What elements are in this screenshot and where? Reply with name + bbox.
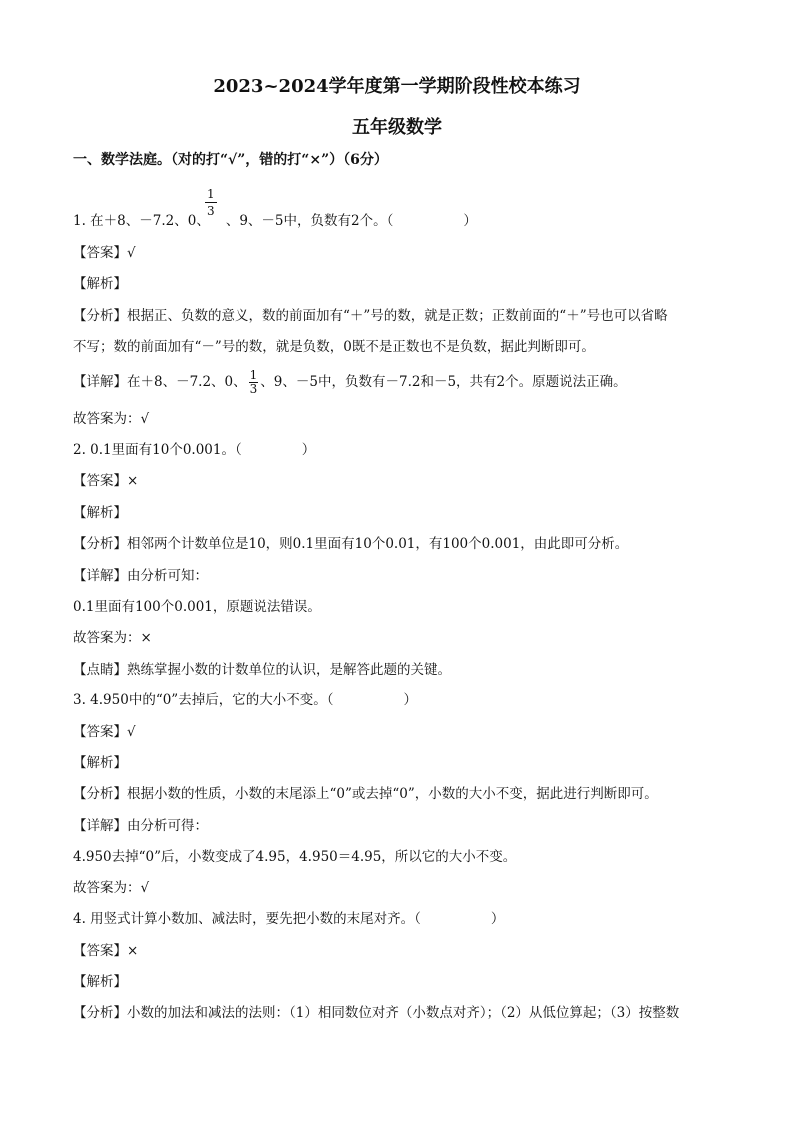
section-heading: 一、数学法庭。（对的打“√”，错的打“×”）（6分） [73, 152, 388, 168]
q1-stem-fraction: $\frac{1}{3}$ [207, 187, 215, 218]
q2-answer: 【答案】× [73, 473, 139, 489]
q3-detail-text: 4.950去掉“0”后，小数变成了4.95，4.950＝4.95，所以它的大小不变。 [73, 849, 517, 865]
q2-analysis: 【分析】相邻两个计数单位是10，则0.1里面有10个0.01，有100个0.001，由此即可分析。 [73, 536, 629, 552]
q1-answer: 【答案】√ [73, 245, 136, 261]
document-subtitle: 五年级数学 [352, 117, 442, 138]
q3-final: 故答案为：√ [73, 880, 150, 896]
q4-answer: 【答案】× [73, 943, 139, 959]
q2-detail-text: 0.1里面有100个0.001，原题说法错误。 [73, 599, 321, 615]
q3-detail: 【详解】由分析可得： [73, 818, 208, 834]
q1-jiexi-label: 【解析】 [73, 276, 127, 292]
q1-detail-fraction: $\frac{1}{3}$ [249, 368, 258, 396]
q1-analysis-cont: 不写；数的前面加有“－”号的数，就是负数，0既不是正数也不是负数，据此判断即可。 [73, 339, 595, 355]
q2-stem: 2. 0.1里面有10个0.001。（ ） [73, 442, 316, 458]
q2-remark: 【点睛】熟练掌握小数的计数单位的认识，是解答此题的关键。 [73, 662, 451, 678]
q1-analysis: 【分析】根据正、负数的意义，数的前面加有“＋”号的数，就是正数；正数前面的“＋”号也可以省略 [73, 308, 668, 324]
q1-detail: 【详解】在＋8、－7.2、0、 $\frac{1}{3}$ 、9、－5中，负数有－7.2和－5，共有2个。原题说法正确。 [73, 368, 627, 396]
q1-stem: 1. 在＋8、－7.2、0、 、9、－5中，负数有2个。（ ） [73, 213, 477, 229]
q4-jiexi-label: 【解析】 [73, 974, 127, 990]
q2-detail: 【详解】由分析可知： [73, 568, 208, 584]
q3-analysis: 【分析】根据小数的性质，小数的末尾添上“0”或去掉“0”，小数的大小不变，据此进行判断即可。 [73, 786, 658, 802]
q3-jiexi-label: 【解析】 [73, 755, 127, 771]
document-title: 2023~2024学年度第一学期阶段性校本练习 [213, 76, 581, 97]
q1-final: 故答案为：√ [73, 411, 150, 427]
q2-jiexi-label: 【解析】 [73, 505, 127, 521]
q3-stem: 3. 4.950中的“0”去掉后，它的大小不变。（ ） [73, 692, 417, 708]
q2-final: 故答案为：× [73, 630, 152, 646]
q3-answer: 【答案】√ [73, 724, 136, 740]
q4-analysis: 【分析】小数的加法和减法的法则：（1）相同数位对齐（小数点对齐）；（2）从低位算起；（3）按整数 [73, 1005, 680, 1021]
q4-stem: 4. 用竖式计算小数加、减法时，要先把小数的末尾对齐。（ ） [73, 911, 505, 927]
